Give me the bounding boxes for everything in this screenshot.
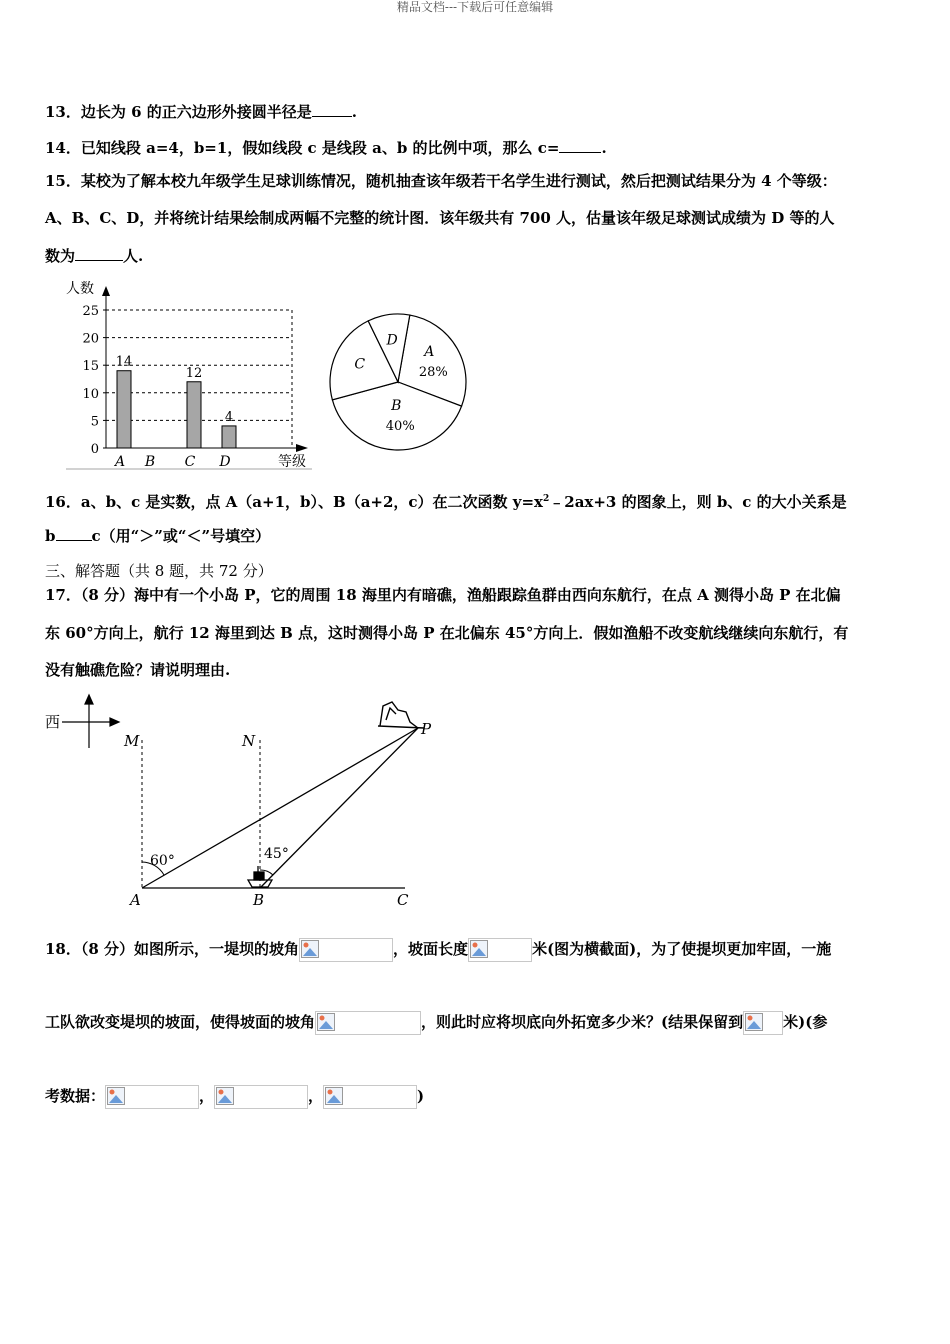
question-15-line3-end: 人. [123, 247, 144, 265]
question-18-line2 [45, 1011, 827, 1035]
question-18-line3 [45, 1085, 424, 1109]
y-tick-label: 5 [90, 414, 99, 430]
broken-image-placeholder [315, 1011, 421, 1035]
separator: ， [308, 1087, 324, 1105]
question-18-text-4: 工队欲改变堤坝的坡面，使得坡面的坡角 [45, 1013, 316, 1031]
question-17-line1: 17．（8 分）海中有一个小岛 P，它的周围 18 海里内有暗礁，渔船跟踪鱼群由西向东航行，在点 A 测得小岛 P 在北偏 [45, 586, 841, 604]
bar-chart [62, 276, 322, 472]
question-14 [45, 138, 607, 158]
x-category-label: B [144, 454, 156, 470]
question-18-text-6: 米)(参 [783, 1013, 828, 1031]
boat-icon [248, 866, 272, 887]
closing-paren: ) [417, 1087, 425, 1105]
question-18-text-3: 米(图为横截面)，为了使提坝更加牢固，一施 [532, 940, 832, 958]
pie-percent-label: 40% [385, 418, 415, 434]
segment-BP [260, 728, 418, 888]
y-tick-label: 0 [90, 442, 99, 457]
point-P-label: P [421, 720, 432, 738]
y-tick-label: 25 [82, 304, 99, 319]
bar-value-label: 12 [185, 365, 203, 381]
question-13 [45, 102, 357, 122]
pie-label: C [354, 356, 366, 373]
question-18-text-5: ，则此时应将坝底向外拓宽多少米？(结果保留到 [421, 1013, 744, 1031]
x-category-label: D [219, 454, 231, 470]
question-16-line1-start: 16．a、b、c 是实数，点 A（a+1，b）、B（a+2，c）在二次函数 y=x [45, 493, 543, 511]
question-16-line2 [45, 526, 270, 546]
question-15-line3 [45, 246, 143, 266]
angle-60-label: 60° [150, 853, 175, 869]
bar-C [187, 382, 201, 448]
bar-D [222, 426, 236, 448]
y-tick-label: 20 [82, 331, 99, 347]
question-18-text-1: 18．（8 分）如图所示，一堤坝的坡角 [45, 940, 300, 958]
pie-chart [326, 306, 474, 456]
x-axis-arrow [296, 444, 308, 452]
question-17-line2: 东 60°方向上，航行 12 海里到达 B 点，这时测得小岛 P 在北偏东 45°方向上．假如渔船不改变航线继续向东航行，有 [45, 624, 849, 642]
y-tick-label: 15 [82, 359, 99, 375]
pie-label: D [386, 332, 398, 349]
bar-chart-ylabel: 人数 [66, 281, 94, 297]
angle-45-label: 45° [264, 846, 289, 862]
broken-image-placeholder [743, 1011, 783, 1035]
point-M-label: M [124, 732, 140, 750]
point-A-label: A [130, 891, 141, 909]
point-B-label: B [253, 891, 265, 909]
question-15-line2: A、B、C、D，并将统计结果绘制成两幅不完整的统计图．该年级共有 700 人，估量该年级足球测试成绩为 D 等的人 [45, 209, 835, 227]
point-C-label: C [397, 891, 409, 909]
question-14-end: . [601, 139, 607, 157]
question-15-line1: 15．某校为了解本校九年级学生足球训练情况，随机抽查该年级若干名学生进行测试，然后把测试结果分为 4 个等级： [45, 172, 837, 190]
pie-label: A [424, 344, 435, 361]
pie-label: B [391, 397, 402, 414]
question-13-text: 13．边长为 6 的正六边形外接圆半径是 [45, 103, 312, 121]
broken-image-placeholder [214, 1085, 308, 1109]
answer-blank [559, 138, 601, 153]
page-header: 精品文档---下载后可任意编辑 [396, 0, 554, 14]
compass-west-label: 西 [45, 713, 61, 731]
question-18-line1 [45, 938, 831, 962]
broken-image-placeholder [468, 938, 532, 962]
section-heading: 三、解答题（共 8 题，共 72 分） [45, 562, 273, 580]
question-16-line1-end: ﹣2ax+3 的图象上，则 b、c 的大小关系是 [549, 493, 847, 511]
question-15-line3-start: 数为 [45, 247, 76, 265]
question-17-line3: 没有触礁危险？请说明理由. [45, 661, 231, 679]
broken-image-placeholder [323, 1085, 417, 1109]
navigation-figure [40, 690, 460, 915]
broken-image-placeholder [105, 1085, 199, 1109]
x-category-label: C [184, 454, 196, 470]
question-13-end: . [351, 103, 357, 121]
island-icon [378, 702, 424, 728]
exponent: 2 [543, 494, 550, 504]
compass-icon [62, 695, 119, 748]
x-category-label: A [114, 454, 126, 470]
question-16-line2-start: b [45, 527, 56, 545]
question-18-text-7: 考数据： [45, 1087, 106, 1105]
point-N-label: N [242, 732, 256, 750]
question-18-text-2: ，坡面长度 [393, 940, 469, 958]
segment-AP [142, 728, 418, 888]
question-16-line1 [45, 489, 847, 512]
pie-percent-label: 28% [418, 365, 448, 381]
y-axis-arrow [102, 286, 110, 296]
bar-chart-xlabel: 等级 [278, 454, 306, 470]
answer-blank [56, 526, 92, 541]
question-14-text: 14．已知线段 a=4，b=1，假如线段 c 是线段 a、b 的比例中项，那么 c= [45, 139, 560, 157]
separator: ， [199, 1087, 215, 1105]
question-16-line2-end: c（用“＞”或“＜”号填空） [91, 527, 271, 545]
answer-blank [312, 102, 352, 117]
broken-image-placeholder [299, 938, 393, 962]
y-tick-label: 10 [82, 386, 99, 402]
bar-value-label: 4 [224, 409, 234, 425]
bar-value-label: 14 [115, 354, 133, 370]
bar-A [117, 371, 131, 448]
answer-blank [75, 246, 123, 261]
